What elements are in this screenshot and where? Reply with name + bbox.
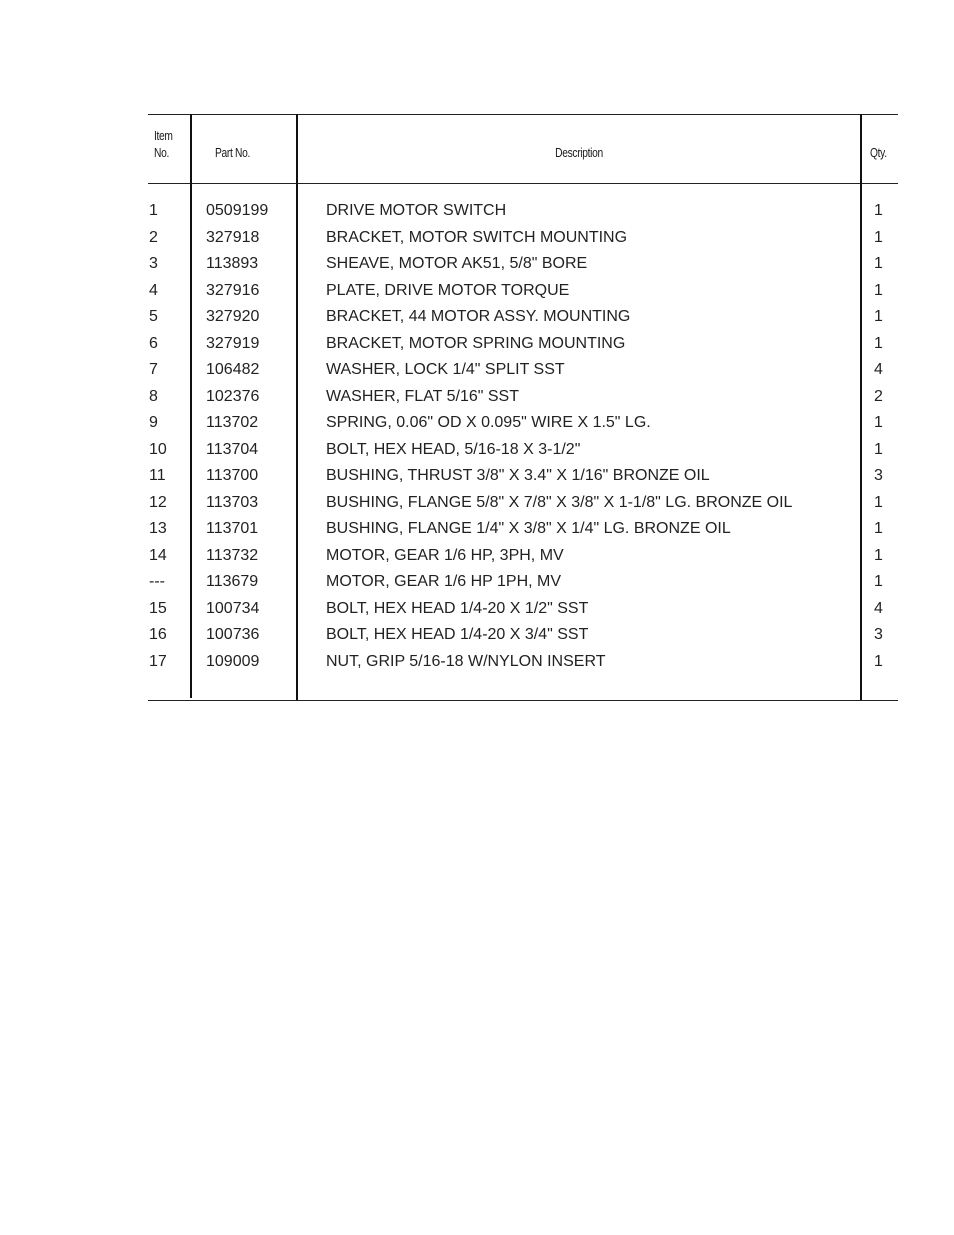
table-row	[148, 357, 898, 384]
description-cell: NUT, GRIP 5/16-18 W/NYLON INSERT	[326, 652, 606, 670]
header-item-no	[154, 128, 173, 162]
part-number-cell: 113701	[206, 520, 259, 537]
description-cell: BUSHING, FLANGE 5/8" X 7/8" X 3/8" X 1-1/8" LG. BRONZE OIL	[326, 493, 793, 511]
description-cell: SPRING, 0.06" OD X 0.095" WIRE X 1.5" LG.	[326, 414, 651, 431]
table-row	[148, 331, 898, 358]
table-row	[148, 251, 898, 278]
item-number-cell: 14	[149, 546, 167, 564]
description-cell: MOTOR, GEAR 1/6 HP 1PH, MV	[326, 573, 562, 590]
item-number-cell: 7	[149, 361, 158, 378]
description-cell: WASHER, LOCK 1/4" SPLIT SST	[326, 361, 565, 378]
table-row	[148, 278, 898, 305]
description-cell: BUSHING, FLANGE 1/4" X 3/8" X 1/4" LG. BRONZE OIL	[326, 520, 731, 537]
description-cell: BRACKET, MOTOR SPRING MOUNTING	[326, 334, 626, 352]
header-no-label: No.	[154, 146, 169, 160]
part-number-cell: 327920	[206, 308, 260, 325]
part-number-cell: 113893	[206, 255, 259, 272]
quantity-cell: 3	[874, 626, 883, 643]
header-item-label: Item	[154, 129, 173, 143]
part-number-cell: 113703	[206, 493, 259, 511]
table-row	[148, 516, 898, 543]
table-row	[148, 198, 898, 225]
description-cell: BRACKET, 44 MOTOR ASSY. MOUNTING	[326, 308, 631, 325]
quantity-cell: 1	[874, 573, 883, 590]
item-number-cell: 13	[149, 520, 167, 537]
table-row	[148, 384, 898, 411]
table-row	[148, 596, 898, 623]
quantity-cell: 1	[874, 308, 883, 325]
description-cell: BOLT, HEX HEAD 1/4-20 X 1/2" SST	[326, 599, 589, 617]
quantity-cell: 1	[874, 281, 883, 299]
quantity-cell: 1	[874, 493, 883, 511]
quantity-cell: 1	[874, 652, 883, 670]
description-cell: BRACKET, MOTOR SWITCH MOUNTING	[326, 228, 628, 246]
item-number-cell: 10	[149, 440, 167, 458]
part-number-cell: 109009	[206, 652, 260, 670]
part-number-cell: 327916	[206, 281, 260, 299]
item-number-cell: 6	[149, 334, 158, 352]
quantity-cell: 1	[874, 334, 883, 352]
parts-list-table	[148, 114, 898, 701]
quantity-cell: 1	[874, 414, 883, 431]
part-number-cell: 100734	[206, 599, 260, 617]
description-cell: BOLT, HEX HEAD, 5/16-18 X 3-1/2"	[326, 440, 581, 458]
item-number-cell: 2	[149, 228, 158, 246]
item-number-cell: 1	[149, 202, 158, 219]
table-row	[148, 569, 898, 596]
table-top-rule	[148, 114, 898, 115]
quantity-cell: 4	[874, 599, 883, 617]
quantity-cell: 1	[874, 440, 883, 458]
description-cell: BUSHING, THRUST 3/8" X 3.4" X 1/16" BRONZE OIL	[326, 467, 710, 484]
part-number-cell: 113704	[206, 440, 259, 458]
table-row	[148, 490, 898, 517]
quantity-cell: 2	[874, 387, 883, 405]
description-cell: BOLT, HEX HEAD 1/4-20 X 3/4" SST	[326, 626, 589, 643]
quantity-cell: 1	[874, 546, 883, 564]
item-number-cell: 11	[149, 467, 166, 484]
item-number-cell: 3	[149, 255, 158, 272]
header-part-no: Part No.	[215, 146, 250, 160]
header-qty: Qty.	[870, 146, 887, 160]
quantity-cell: 3	[874, 467, 883, 484]
table-row	[148, 410, 898, 437]
header-bottom-rule	[148, 183, 898, 184]
item-number-cell: 17	[149, 652, 167, 670]
table-row	[148, 543, 898, 570]
table-row	[148, 649, 898, 676]
parts-rows	[148, 198, 898, 675]
quantity-cell: 4	[874, 361, 883, 378]
item-number-cell: 16	[149, 626, 167, 643]
item-number-cell: 9	[149, 414, 158, 431]
quantity-cell: 1	[874, 520, 883, 537]
table-row	[148, 304, 898, 331]
table-row	[148, 225, 898, 252]
description-cell: DRIVE MOTOR SWITCH	[326, 202, 507, 219]
table-row	[148, 463, 898, 490]
description-cell: PLATE, DRIVE MOTOR TORQUE	[326, 281, 570, 299]
part-number-cell: 327919	[206, 334, 260, 352]
description-cell: WASHER, FLAT 5/16" SST	[326, 387, 519, 405]
table-bottom-rule	[148, 700, 898, 701]
part-number-cell: 113700	[206, 467, 259, 484]
item-number-cell: 12	[149, 493, 167, 511]
part-number-cell: 113702	[206, 414, 259, 431]
item-number-cell: 15	[149, 599, 167, 617]
item-number-cell: 5	[149, 308, 158, 325]
header-description: Description	[555, 146, 603, 160]
table-row	[148, 437, 898, 464]
item-number-cell: 4	[149, 281, 158, 299]
part-number-cell: 100736	[206, 626, 260, 643]
item-number-cell: ---	[149, 573, 165, 590]
quantity-cell: 1	[874, 255, 883, 272]
part-number-cell: 113732	[206, 546, 259, 564]
item-number-cell: 8	[149, 387, 158, 405]
part-number-cell: 102376	[206, 387, 260, 405]
description-cell: SHEAVE, MOTOR AK51, 5/8" BORE	[326, 255, 588, 272]
quantity-cell: 1	[874, 202, 883, 219]
part-number-cell: 327918	[206, 228, 260, 246]
part-number-cell: 113679	[206, 573, 259, 590]
part-number-cell: 0509199	[206, 202, 269, 219]
part-number-cell: 106482	[206, 361, 260, 378]
table-row	[148, 622, 898, 649]
quantity-cell: 1	[874, 228, 883, 246]
description-cell: MOTOR, GEAR 1/6 HP, 3PH, MV	[326, 546, 564, 564]
